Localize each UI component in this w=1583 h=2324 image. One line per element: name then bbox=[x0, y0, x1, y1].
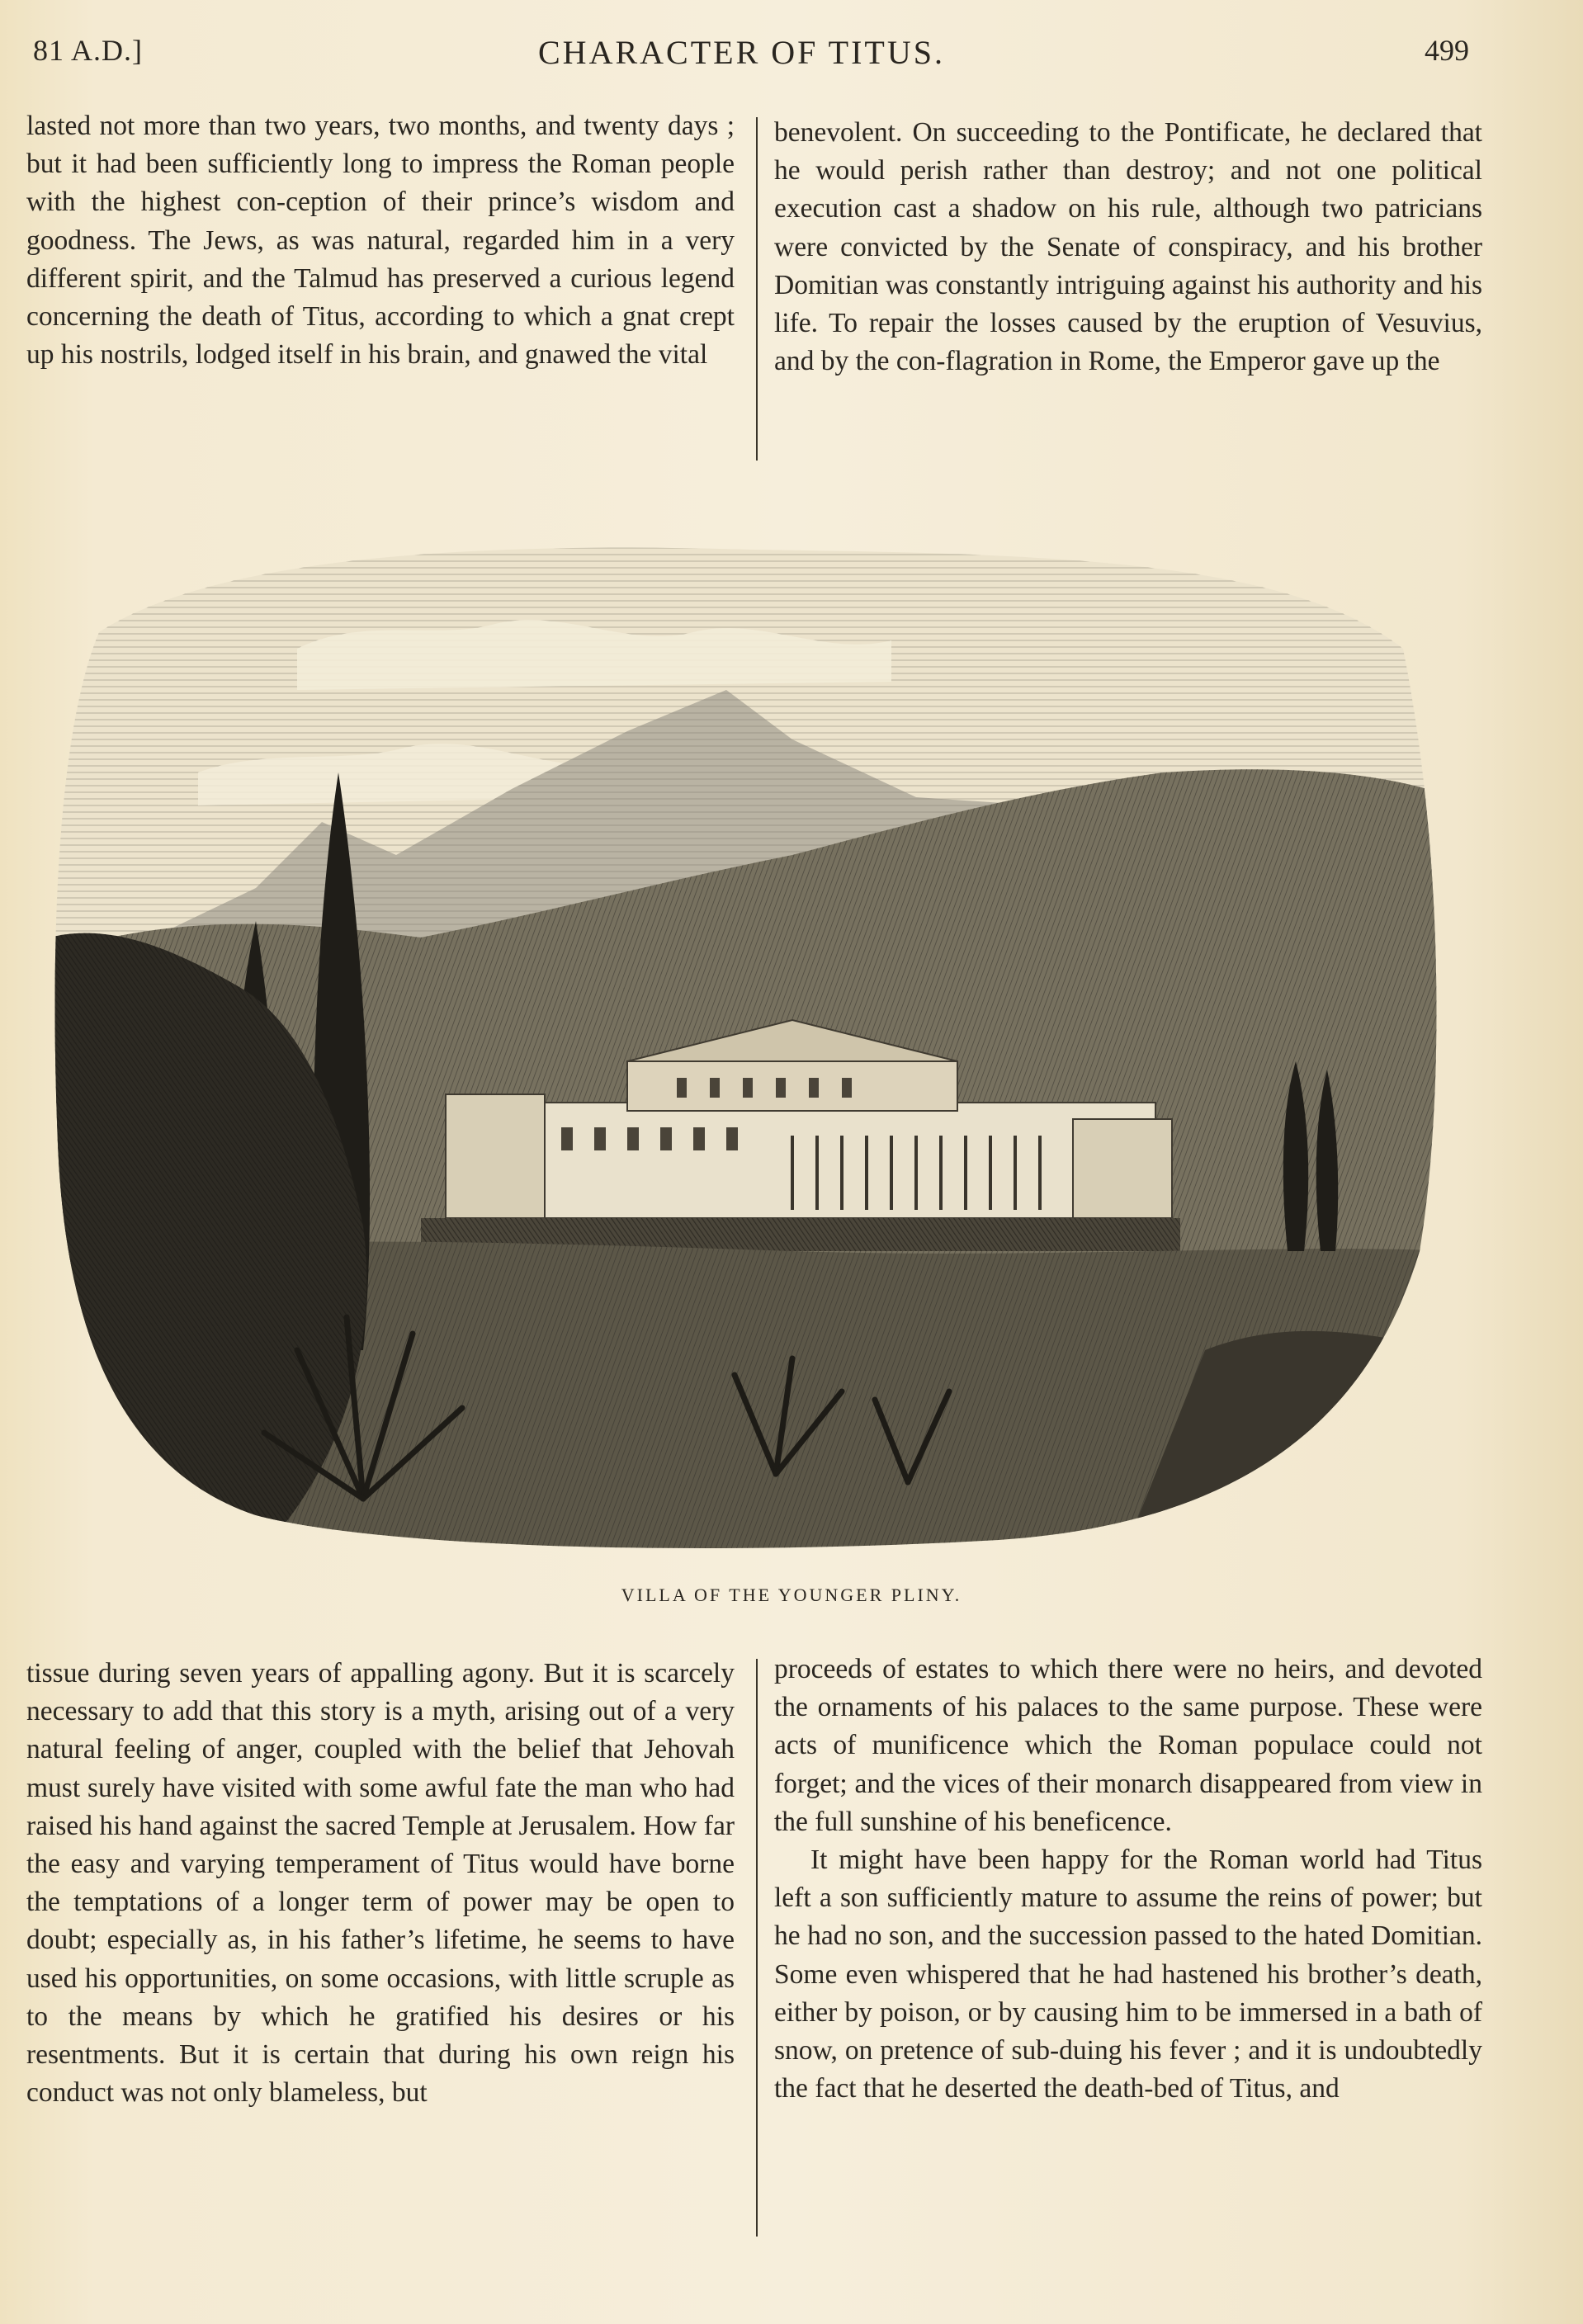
header-date: 81 A.D.] bbox=[33, 34, 143, 67]
column-rule-top bbox=[756, 117, 758, 461]
top-right-paragraph: benevolent. On succeeding to the Pontificate, he declared that he would perish rather than destroy; and not one political execution cast a shadow on his rule, although two patricians were convicted by the Senate of conspiracy, and his brother Domitian was constantly intriguing against his authority and his life. To repair the losses caused by the eruption of Vesuvius, and by the con-flagration in Rome, the Emperor gave up the bbox=[774, 117, 1482, 377]
running-header bbox=[33, 33, 1469, 83]
column-rule-bottom bbox=[756, 1659, 758, 2237]
page-number: 499 bbox=[1425, 34, 1469, 67]
bottom-right-paragraph-2: It might have been happy for the Roman world had Titus left a son sufficiently mature to assume the reins of power; but he had no son, and the succession passed to the hated Domitian. Some even whispered that he had hastened his brother’s death, either by poison, or by causing him to be immersed in a bath of snow, on pretence of sub-duing his fever ; and it is undoubtedly the fact that he deserted the death-bed of Titus, and bbox=[774, 1845, 1482, 2104]
top-right-column bbox=[774, 114, 1482, 380]
bottom-right-paragraph-1: proceeds of estates to which there were no heirs, and devoted the ornaments of his palaces to the same purpose. These were acts of munificence which the Roman populace could not forget; and the vices of their monarch disappeared from view in the full sunshine of his beneficence. bbox=[774, 1654, 1482, 1837]
chapter-title: CHARACTER OF TITUS. bbox=[538, 34, 945, 71]
figure-caption: VILLA OF THE YOUNGER PLINY. bbox=[621, 1585, 962, 1605]
villa-engraving bbox=[50, 525, 1453, 1556]
bottom-left-paragraph: tissue during seven years of appalling agony. But it is scarcely necessary to add that this story is a myth, arising out of a very natural feeling of anger, coupled with the belief that Jehovah must surely have visited with some awful fate the man who had raised his hand against the sacred Temple at Jerusalem. How far the easy and varying temperament of Titus would have borne the temptations of a longer term of power may be open to doubt; especially as, in his father’s lifetime, he seems to have used his opportunities, on some occasions, with little scruple as to the means by which he gratified his desires or his resentments. But it is certain that during his own reign his conduct was not only blameless, but bbox=[26, 1658, 735, 2109]
bottom-right-column bbox=[774, 1651, 1482, 2108]
top-left-column bbox=[26, 107, 735, 374]
top-left-paragraph: lasted not more than two years, two months, and twenty days ; but it had been sufficiently long to impress the Roman people with the highest con-ception of their prince’s wisdom and goodness. The Jews, as was natural, regarded him in a very different spirit, and the Talmud has preserved a curious legend concerning the death of Titus, according to which a gnat crept up his nostrils, lodged itself in his brain, and gnawed the vital bbox=[26, 111, 735, 371]
bottom-left-column bbox=[26, 1655, 735, 2112]
